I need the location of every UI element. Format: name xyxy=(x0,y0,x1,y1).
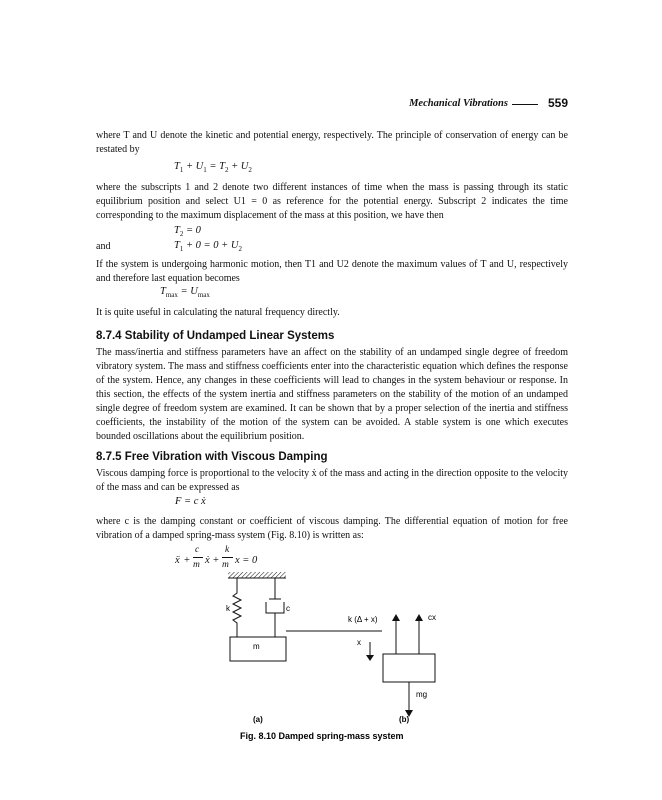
equation-t1-u2: $T_1 + 0 = 0 + U_2$ xyxy=(174,240,242,254)
section-8-7-5-body-1: Viscous damping force is proportional to the velocity ẋ of the mass and acting in the direction opposite to the velocity of the mass and can be expressed as xyxy=(96,468,568,493)
page: Mechanical Vibrations 559 where T and U denote the kinetic and potential energy, respectively. The principle of conservation of energy can be restated by $T_1 + U_1 = T_2 + U_2$ where the subscripts 1 and 2 denote two different instances of time when the mass is passing through its static equilibrium position and select U1 = 0 as reference for the potential energy. Subscript 2 indicates the time corresponding to the maximum displacement of the mass at this position, we have then $T_2 = 0$ and $T_1 + 0 = 0 + U_2$ If the system is undergoing harmonic motion, then T1 and U2 denote the maximum values of T and U, respectively and therefore last equation becomes $T_{max} = U_{max}$ It is quite useful in calculating the natural frequency directly. 8.7.4 Stability of Undamped Linear Systems The mass/inertia and stiffness parameters have an affect on the stability of an undamped single degree of freedom vibratory system. The mass and stiffness coefficients enter into the characteristic equation which defines the response of the system. Hence, any changes in these coefficients will lead to changes in the system behaviour or response. In this section, the effects of the system inertia and stiffness parameters on the stability of the motion of an undamped single degree of freedom system are examined. It can be shown that by a proper selection of the inertia and stiffness coefficients, the instability of the motion of the system can be avoided. A stable system is one which executes bounded oscillations about the equilibrium position. 8.7.5 Free Vibration with Viscous Damping Viscous damping force is proportional to the velocity ẋ of the mass and acting in the direction opposite to the velocity of the mass and can be expressed as F = c ẋ where c is the damping constant or coefficient of viscous damping. The differential equation of motion for free vibration of a damped spring-mass system (Fig. 8.10) is written as: ẍ + c m ẋ + k m x = 0 k c m x k (Δ + x) cx mg (a) (b) Fig. 8.10 Damped spring-mass system xyxy=(0,0,662,800)
equation-t2: $T_2 = 0$ xyxy=(174,225,201,239)
spring-icon xyxy=(233,578,241,637)
label-cx: cx xyxy=(428,613,436,622)
equation-damping-force: F = c ẋ xyxy=(175,496,206,507)
label-m: m xyxy=(253,642,260,651)
section-heading-8-7-5: 8.7.5 Free Vibration with Viscous Damping xyxy=(96,451,328,463)
page-number: 559 xyxy=(547,96,568,110)
spring-force-arrow-head xyxy=(392,614,400,621)
ground-hatch xyxy=(228,572,286,578)
damping-force-arrow-head xyxy=(415,614,423,621)
header-title: Mechanical Vibrations xyxy=(409,98,508,109)
equation-tmax-umax: $T_{max} = U_{max}$ xyxy=(160,286,210,300)
section-heading-8-7-4: 8.7.4 Stability of Undamped Linear Systems xyxy=(96,330,335,342)
subfigure-b-label: (b) xyxy=(399,715,410,724)
mass-block-b xyxy=(383,654,435,682)
label-k: k xyxy=(226,604,230,613)
label-x: x xyxy=(357,638,361,647)
paragraph-3: If the system is undergoing harmonic motion, then T1 and U2 denote the maximum values of T and U, respectively and therefore last equation becomes xyxy=(96,259,568,284)
figure-caption: Fig. 8.10 Damped spring-mass system xyxy=(240,731,404,741)
x-arrow-head xyxy=(366,655,374,661)
label-c: c xyxy=(286,604,290,613)
paragraph-4: It is quite useful in calculating the natural frequency directly. xyxy=(96,307,340,318)
label-spring-force: k (Δ + x) xyxy=(348,615,378,624)
equation-energy-conservation: $T_1 + U_1 = T_2 + U_2$ xyxy=(174,161,252,175)
paragraph-2: where the subscripts 1 and 2 denote two different instances of time when the mass is passing through its static equilibrium position and select U1 = 0 as reference for the potential energy. Subscript 2 indicates the time corresponding to the maximum displacement of the mass at this position, we have then xyxy=(96,182,568,221)
section-8-7-4-body: The mass/inertia and stiffness parameters have an affect on the stability of an undamped single degree of freedom vibratory system. The mass and stiffness coefficients enter into the characteristic equation which defines the response of the system. Hence, any changes in these coefficients will lead to changes in the system behaviour or response. In this section, the effects of the system inertia and stiffness parameters on the stability of the motion of an undamped single degree of freedom system are examined. It can be shown that by a proper selection of the inertia and stiffness coefficients, the instability of the motion of the system can be avoided. A stable system is one which executes bounded oscillations about the equilibrium position. xyxy=(96,347,568,442)
section-8-7-5-body-2: where c is the damping constant or coefficient of viscous damping. The differential equation of motion for free vibration of a damped spring-mass system (Fig. 8.10) is written as: xyxy=(96,516,568,541)
and-label: and xyxy=(96,241,111,252)
label-mg: mg xyxy=(416,690,428,699)
subfigure-a-label: (a) xyxy=(253,715,263,724)
damper-cylinder xyxy=(266,602,284,613)
paragraph-1: where T and U denote the kinetic and potential energy, respectively. The principle of conservation of energy can be restated by xyxy=(96,130,568,155)
